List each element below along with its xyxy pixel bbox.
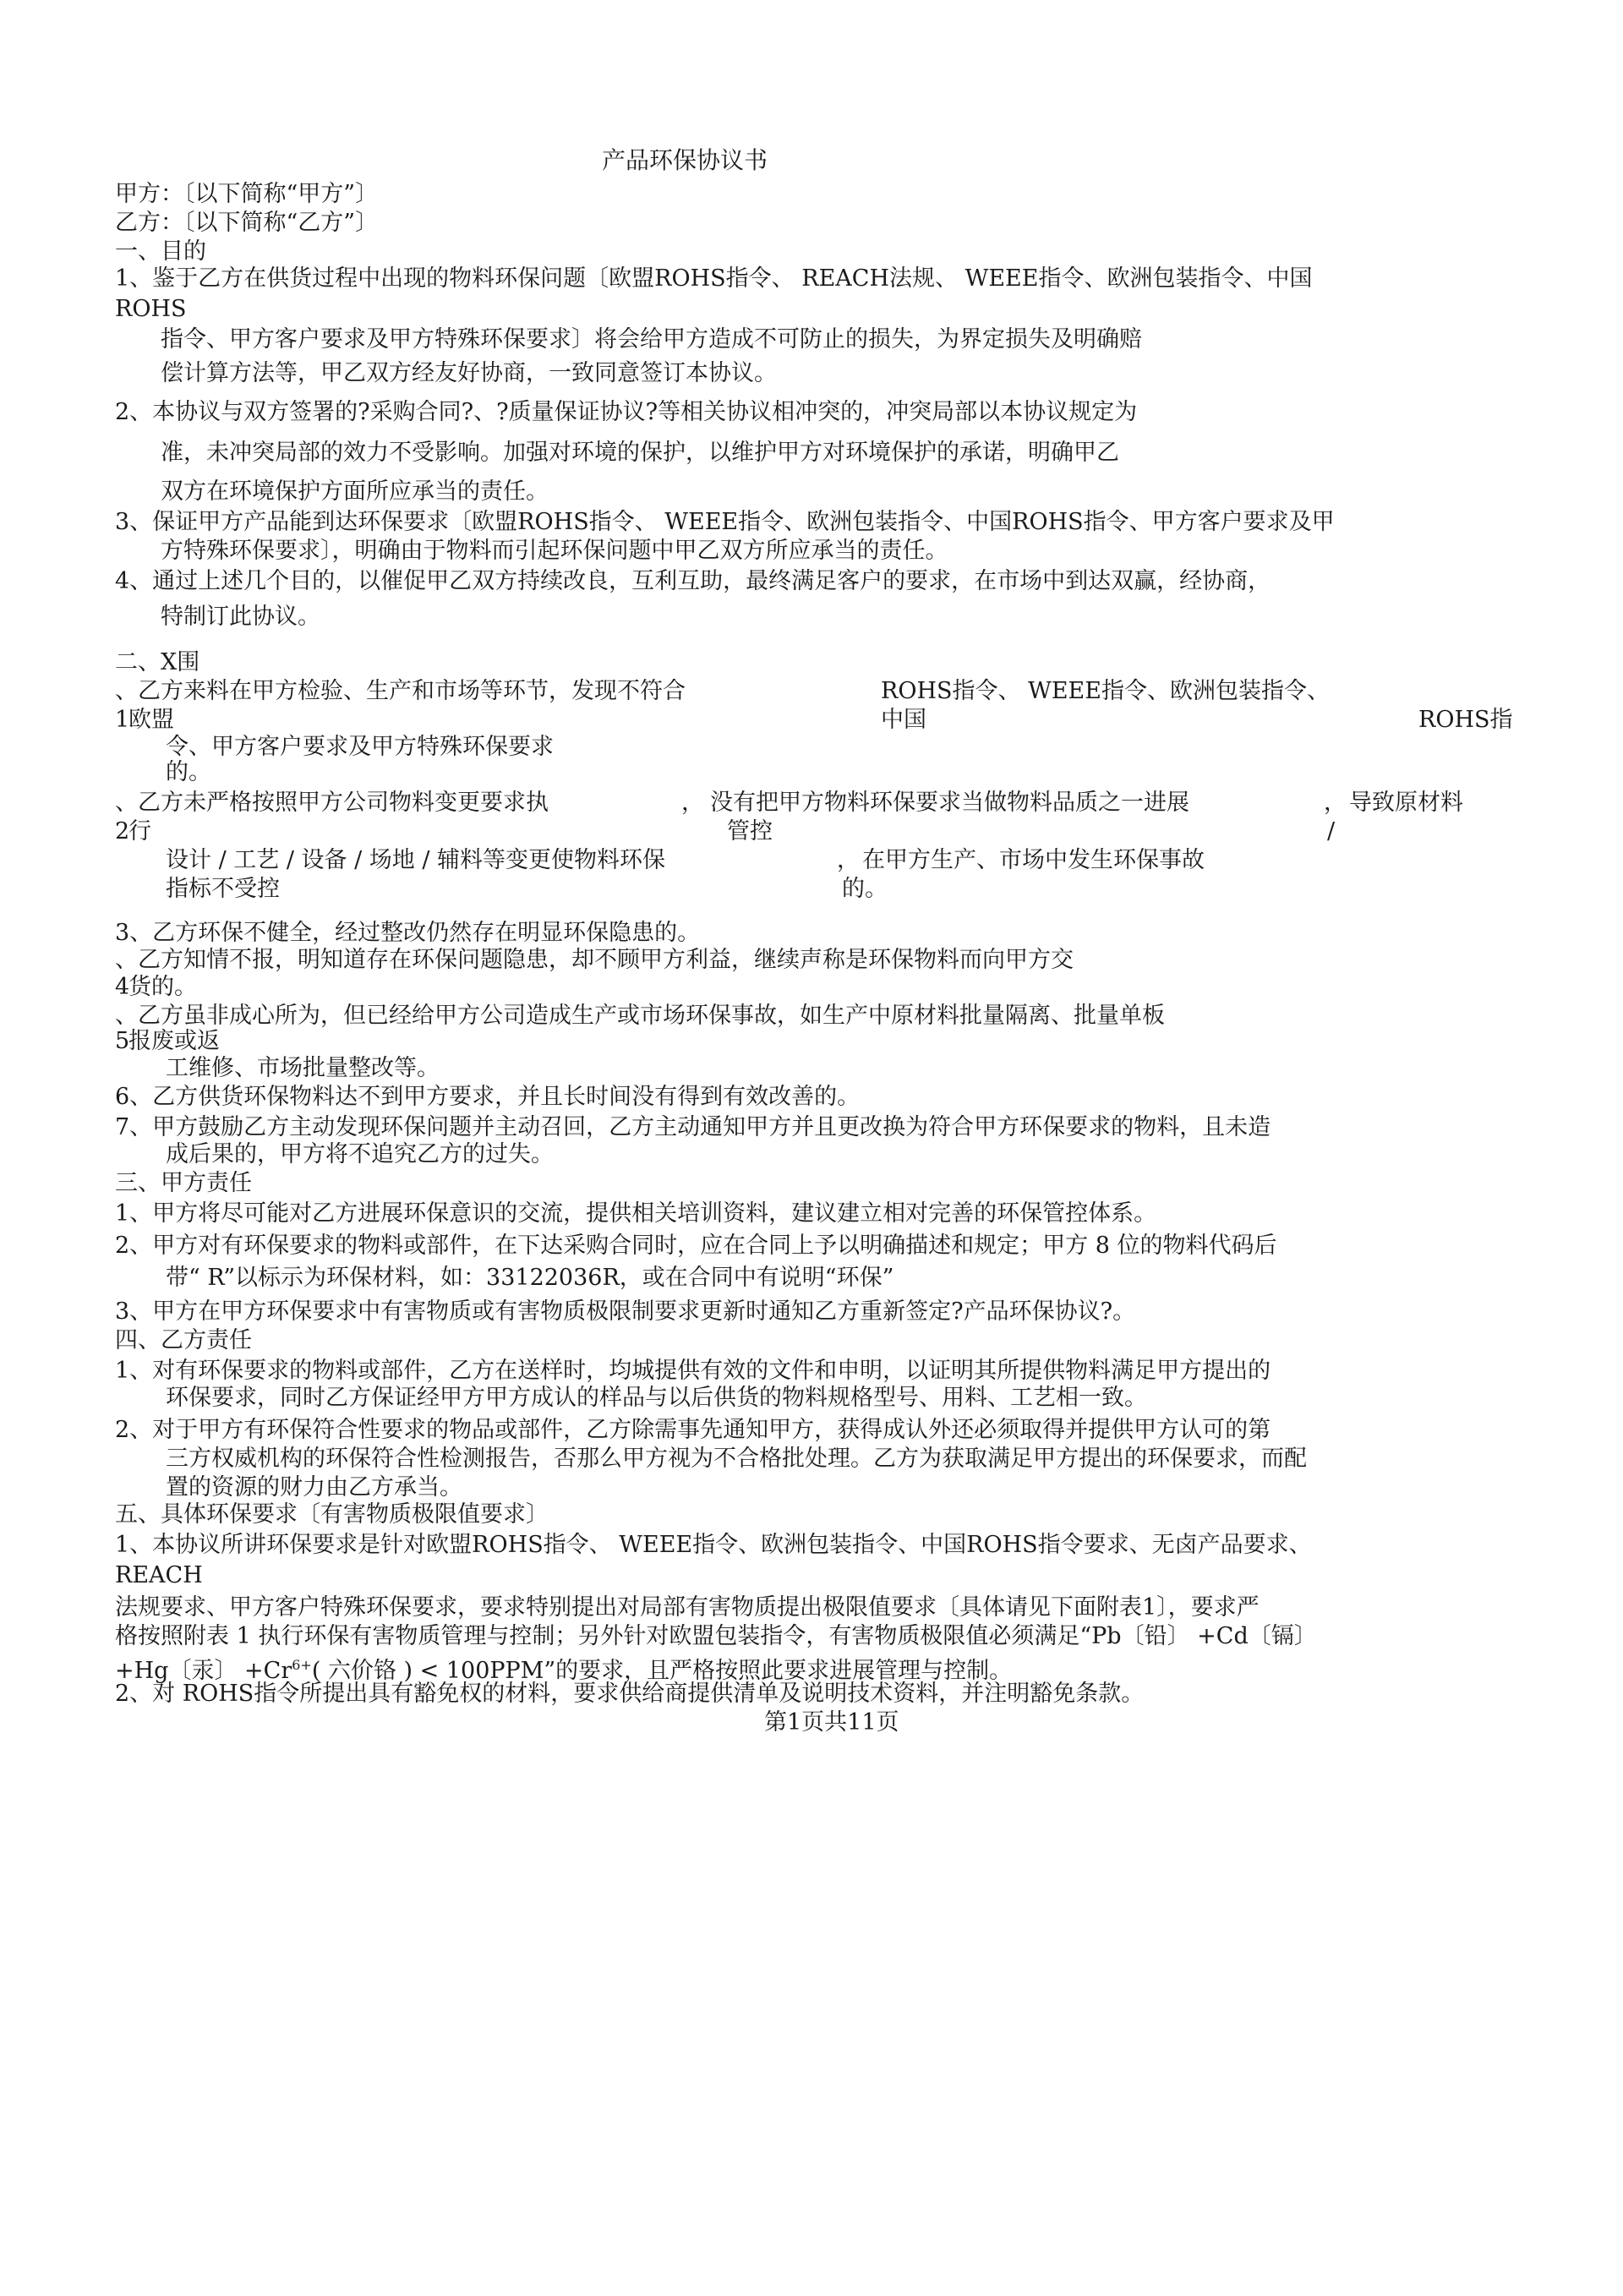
s4-item2-line2: 三方权威机构的环保符合性检测报告，否那么甲方视为不合格批处理。乙方为获取满足甲方提出的环保要求，而配 [166,1446,1307,1472]
s4-item2-line1: 2、对于甲方有环保符合性要求的物品或部件，乙方除需事先通知甲方，获得成认外还必须取得并提供甲方认可的第 [115,1417,1271,1443]
s1-item4-line2: 特制订此协议。 [161,604,320,630]
s4-item2-line3: 置的资源的财力由乙方承当。 [166,1474,462,1501]
s4-item1-line2: 环保要求，同时乙方保证经甲方甲方成认的样品与以后供货的物料规格型号、用料、工艺相一致。 [166,1385,1147,1411]
section-2-heading: 二、X围 [115,649,200,675]
section-3-heading: 三、甲方责任 [115,1170,252,1196]
s3-item2-line1: 2、甲方对有环保要求的物料或部件，在下达采购合同时，应在合同上予以明确描述和规定；甲方 8 位的物料代码后 [115,1233,1277,1259]
s2-item5-number: 5 [115,1028,130,1054]
s1-item3-line2: 方特殊环保要求〕，明确由于物料而引起环保问题中甲乙双方所应承当的责任。 [161,538,948,564]
s2-item2-text-l: 在甲方生产、市场中发生环保事故 [862,847,1205,873]
s2-item2-text-a: 、乙方未严格按照甲方公司物料变更要求执 [115,790,549,816]
s3-item1: 1、甲方将尽可能对乙方进展环保意识的交流，提供相关培训资料，建议建立相对完善的环保管控体系。 [115,1200,1157,1227]
s2-item2-comma-1: ， [681,790,704,816]
party-a-line: 甲方：〔以下简称“甲方”〕 [115,181,379,207]
s2-item7-line2: 成后果的，甲方将不追究乙方的过失。 [166,1141,554,1167]
s1-item1-line1: 1、鉴于乙方在供货过程中出现的物料环保问题〔欧盟ROHS指令、 REACH法规、 WEEE指令、欧洲包装指令、中国 [115,265,1313,292]
s2-item1-text-e: ROHS指 [1418,707,1513,733]
party-b-line: 乙方：〔以下简称“乙方”〕 [115,210,379,236]
s2-item1-text-b: 欧盟 [128,707,174,733]
s2-item2-comma-2: ， [1324,790,1347,816]
s2-item4-text-a: 、乙方知情不报，明知道存在环保问题隐患，却不顾甲方利益，继续声称是环保物料而向甲方交 [115,947,1074,973]
s5-formula-part-a: +Hg〔汞〕 +Cr [115,1658,292,1684]
s2-item2-text-j: 指标不受控 [166,876,280,902]
s5-formula-part-b: ( 六价铬 ) < 100PPM”的要求，且严格按照此要求进展管理与控制。 [311,1658,1013,1684]
s2-item1-text-d: 中国 [881,707,926,733]
s2-item7-line1: 7、甲方鼓励乙方主动发现环保问题并主动召回，乙方主动通知甲方并且更改换为符合甲方环保要求的物料，且未造 [115,1114,1271,1140]
s2-item4-text-b: 货的。 [128,974,197,1000]
s2-item1-text-f: 令、甲方客户要求及甲方特殊环保要求 [166,734,554,760]
section-1-heading: 一、目的 [115,238,206,265]
s1-item2-line1: 2、本协议与双方签署的?采购合同?、?质量保证协议?等相关协议相冲突的，冲突局部以本协议规定为 [115,399,1138,425]
s1-item1-line2: ROHS [115,296,187,322]
s5-item1-line1: 1、本协议所讲环保要求是针对欧盟ROHS指令、 WEEE指令、欧洲包装指令、中国ROHS指令要求、无卤产品要求、 [115,1532,1312,1558]
s2-item1-text-a: 、乙方来料在甲方检验、生产和市场等环节，发现不符合 [115,678,686,704]
section-5-heading: 五、具体环保要求〔有害物质极限值要求〕 [115,1501,549,1528]
s1-item2-line3: 双方在环境保护方面所应承当的责任。 [161,478,549,505]
s1-item3-line1: 3、保证甲方产品能到达环保要求〔欧盟ROHS指令、 WEEE指令、欧洲包装指令、中国ROHS指令、甲方客户要求及甲 [115,509,1335,535]
s2-item2-comma-3: ， [837,847,860,873]
s1-item1-line4: 偿计算方法等，甲乙双方经友好协商，一致同意签订本协议。 [161,360,777,386]
s2-item2-text-e: 管控 [727,818,773,845]
s2-item1-text-c: ROHS指令、 WEEE指令、欧洲包装指令、 [881,678,1330,704]
s1-item1-line3: 指令、甲方客户要求及甲方特殊环保要求〕将会给甲方造成不可防止的损失，为界定损失及明确赔 [161,326,1142,353]
page-footer: 第1页共11页 [764,1709,899,1736]
s3-item3: 3、甲方在甲方环保要求中有害物质或有害物质极限制要求更新时通知乙方重新签定?产品环保协议?。 [115,1298,1136,1325]
s3-item2-line2: 带“ R”以标示为环保材料，如：33122036R，或在合同中有说明“环保” [166,1265,894,1291]
s5-item1-line4: 格按照附表 1 执行环保有害物质管理与控制；另外针对欧盟包装指令，有害物质极限值必须满足“Pb〔铅〕 +Cd〔镉〕 [115,1623,1317,1649]
section-4-heading: 四、乙方责任 [115,1327,252,1353]
s2-item2-number: 2 [115,818,130,845]
s2-item4-number: 4 [115,974,130,1000]
s5-item1-line3: 法规要求、甲方客户特殊环保要求，要求特别提出对局部有害物质提出极限值要求〔具体请见下面附表1〕，要求严 [115,1594,1260,1621]
s2-item2-slash: / [1327,818,1336,845]
document-title: 产品环保协议书 [602,146,768,174]
s2-item5-text-c: 工维修、市场批量整改等。 [166,1055,440,1081]
s2-item5-text-a: 、乙方虽非成心所为，但已经给甲方公司造成生产或市场环保事故，如生产中原材料批量隔离、批量单板 [115,1003,1165,1029]
s1-item2-line2: 准，未冲突局部的效力不受影响。加强对环境的保护，以维护甲方对环境保护的承诺，明确甲乙 [161,440,1119,466]
s2-item2-text-d: 没有把甲方物料环保要求当做物料品质之一进展 [710,790,1189,816]
s1-item4-line1: 4、通过上述几个目的，以催促甲乙双方持续改良，互利互助，最终满足客户的要求，在市场中到达双赢，经协商， [115,568,1271,594]
s4-item1-line1: 1、对有环保要求的物料或部件，乙方在送样时，均城提供有效的文件和申明，以证明其所提供物料满足甲方提出的 [115,1358,1271,1384]
s2-item6: 6、乙方供货环保物料达不到甲方要求，并且长时间没有得到有效改善的。 [115,1084,861,1110]
s2-item1-text-g: 的。 [166,759,211,785]
s2-item5-text-b: 报废或返 [128,1028,220,1054]
s2-item2-text-i: 设计 / 工艺 / 设备 / 场地 / 辅料等变更使物料环保 [166,847,666,873]
s5-item1-line2: REACH [115,1562,203,1588]
s2-item2-text-b: 行 [128,818,151,845]
s5-formula-superscript: 6+ [292,1657,312,1673]
s2-item2-text-g: 导致原材料 [1349,790,1463,816]
s2-item2-text-m: 的。 [842,876,888,902]
s2-item1-number: 1 [115,707,130,733]
s2-item3: 3、乙方环保不健全，经过整改仍然存在明显环保隐患的。 [115,920,701,946]
s5-item2: 2、对 ROHS指令所提出具有豁免权的材料，要求供给商提供清单及说明技术资料，并注明豁免条款。 [115,1681,1145,1707]
